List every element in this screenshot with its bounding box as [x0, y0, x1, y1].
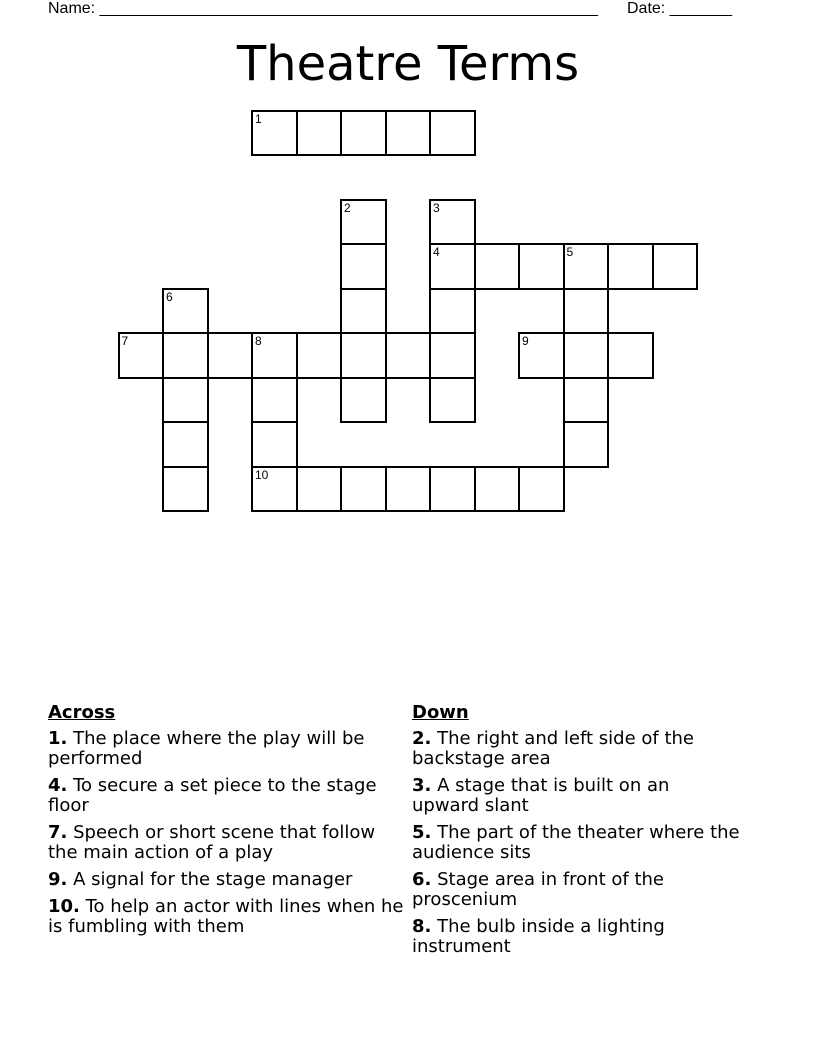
clue-num: 8. [412, 916, 432, 937]
clue-number: 5 [566, 245, 574, 259]
down-heading: Down [412, 702, 469, 723]
crossword-cell[interactable] [118, 332, 165, 379]
crossword-cell[interactable] [385, 466, 432, 513]
down-clue [412, 729, 742, 769]
crossword-cell[interactable] [296, 466, 343, 513]
crossword-cell[interactable] [563, 332, 610, 379]
crossword-cell[interactable] [251, 332, 298, 379]
crossword-cell[interactable] [429, 110, 476, 157]
clue-number: 4 [433, 245, 440, 259]
down-clue-list [412, 729, 742, 957]
clue-text: A signal for the stage manager [67, 869, 353, 890]
crossword-cell[interactable] [429, 377, 476, 424]
crossword-cell[interactable] [162, 332, 209, 379]
across-clue [48, 897, 408, 937]
across-clue [48, 776, 408, 816]
crossword-cell[interactable] [518, 332, 565, 379]
across-clue [48, 823, 408, 863]
crossword-cell[interactable] [251, 421, 298, 468]
clue-text: The place where the play will be performed [48, 728, 365, 769]
crossword-cell[interactable] [251, 466, 298, 513]
crossword-cell[interactable] [518, 243, 565, 290]
clue-num: 1. [48, 728, 68, 749]
page-title: Theatre Terms [236, 36, 580, 92]
down-clue [412, 776, 742, 816]
crossword-cell[interactable] [207, 332, 254, 379]
crossword-cell[interactable] [518, 466, 565, 513]
crossword-cell[interactable] [340, 243, 387, 290]
clue-number: 10 [255, 467, 269, 482]
clue-num: 6. [412, 869, 432, 890]
crossword-cell[interactable] [162, 288, 209, 335]
clue-num: 10. [48, 896, 80, 917]
clue-number: 2 [344, 200, 351, 215]
name-field-label[interactable]: Name: ________________________________________________________ [48, 0, 598, 17]
clue-num: 7. [48, 822, 68, 843]
crossword-cell[interactable] [340, 466, 387, 513]
crossword-cell[interactable] [385, 332, 432, 379]
crossword-cell[interactable] [607, 243, 654, 290]
across-clue [48, 870, 408, 890]
crossword-cell[interactable] [563, 377, 610, 424]
clue-text: The bulb inside a lighting instrument [412, 916, 665, 957]
crossword-cell[interactable] [563, 421, 610, 468]
crossword-cell[interactable] [296, 110, 343, 157]
across-heading: Across [48, 702, 116, 723]
date-field-label[interactable]: Date: _______ [627, 0, 732, 17]
crossword-cell[interactable] [340, 377, 387, 424]
crossword-cell[interactable] [162, 421, 209, 468]
crossword-cell[interactable] [162, 377, 209, 424]
crossword-cell[interactable] [340, 110, 387, 157]
crossword-cell[interactable] [563, 243, 610, 290]
clue-text: To help an actor with lines when he is fumbling with them [48, 896, 404, 937]
clue-number: 3 [433, 200, 440, 215]
crossword-cell[interactable] [340, 288, 387, 335]
clue-text: To secure a set piece to the stage floor [48, 775, 377, 816]
crossword-cell[interactable] [429, 332, 476, 379]
down-clues [412, 702, 742, 964]
crossword-cell[interactable] [429, 288, 476, 335]
clue-num: 4. [48, 775, 68, 796]
clue-num: 5. [412, 822, 432, 843]
crossword-cell[interactable] [474, 243, 521, 290]
crossword-cell[interactable] [251, 110, 298, 157]
crossword-cell[interactable] [340, 199, 387, 246]
clue-number: 8 [255, 334, 262, 348]
crossword-cell[interactable] [607, 332, 654, 379]
clue-text: Stage area in front of the proscenium [412, 869, 664, 910]
clue-num: 9. [48, 869, 68, 890]
clue-text: The right and left side of the backstage area [412, 728, 694, 769]
crossword-cell[interactable] [162, 466, 209, 513]
crossword-cell[interactable] [340, 332, 387, 379]
clue-number: 9 [522, 334, 529, 348]
down-clue [412, 870, 742, 910]
down-clue [412, 823, 742, 863]
crossword-cell[interactable] [474, 466, 521, 513]
crossword-cell[interactable] [429, 199, 476, 246]
clue-number: 1 [255, 111, 262, 126]
clue-num: 3. [412, 775, 432, 796]
clue-text: Speech or short scene that follow the main action of a play [48, 822, 376, 863]
crossword-cell[interactable] [251, 377, 298, 424]
crossword-cell[interactable] [563, 288, 610, 335]
clue-text: A stage that is built on an upward slant [412, 775, 670, 816]
crossword-cell[interactable] [652, 243, 699, 290]
down-clue [412, 917, 742, 957]
clue-num: 2. [412, 728, 432, 749]
clue-text: The part of the theater where the audience sits [412, 822, 740, 863]
clue-number: 6 [166, 289, 173, 304]
across-clue-list [48, 729, 408, 937]
crossword-cell[interactable] [296, 332, 343, 379]
crossword-cell[interactable] [429, 466, 476, 513]
clue-number: 7 [121, 334, 129, 348]
across-clues [48, 702, 408, 944]
crossword-cell[interactable] [429, 243, 476, 290]
across-clue [48, 729, 408, 769]
crossword-cell[interactable] [385, 110, 432, 157]
